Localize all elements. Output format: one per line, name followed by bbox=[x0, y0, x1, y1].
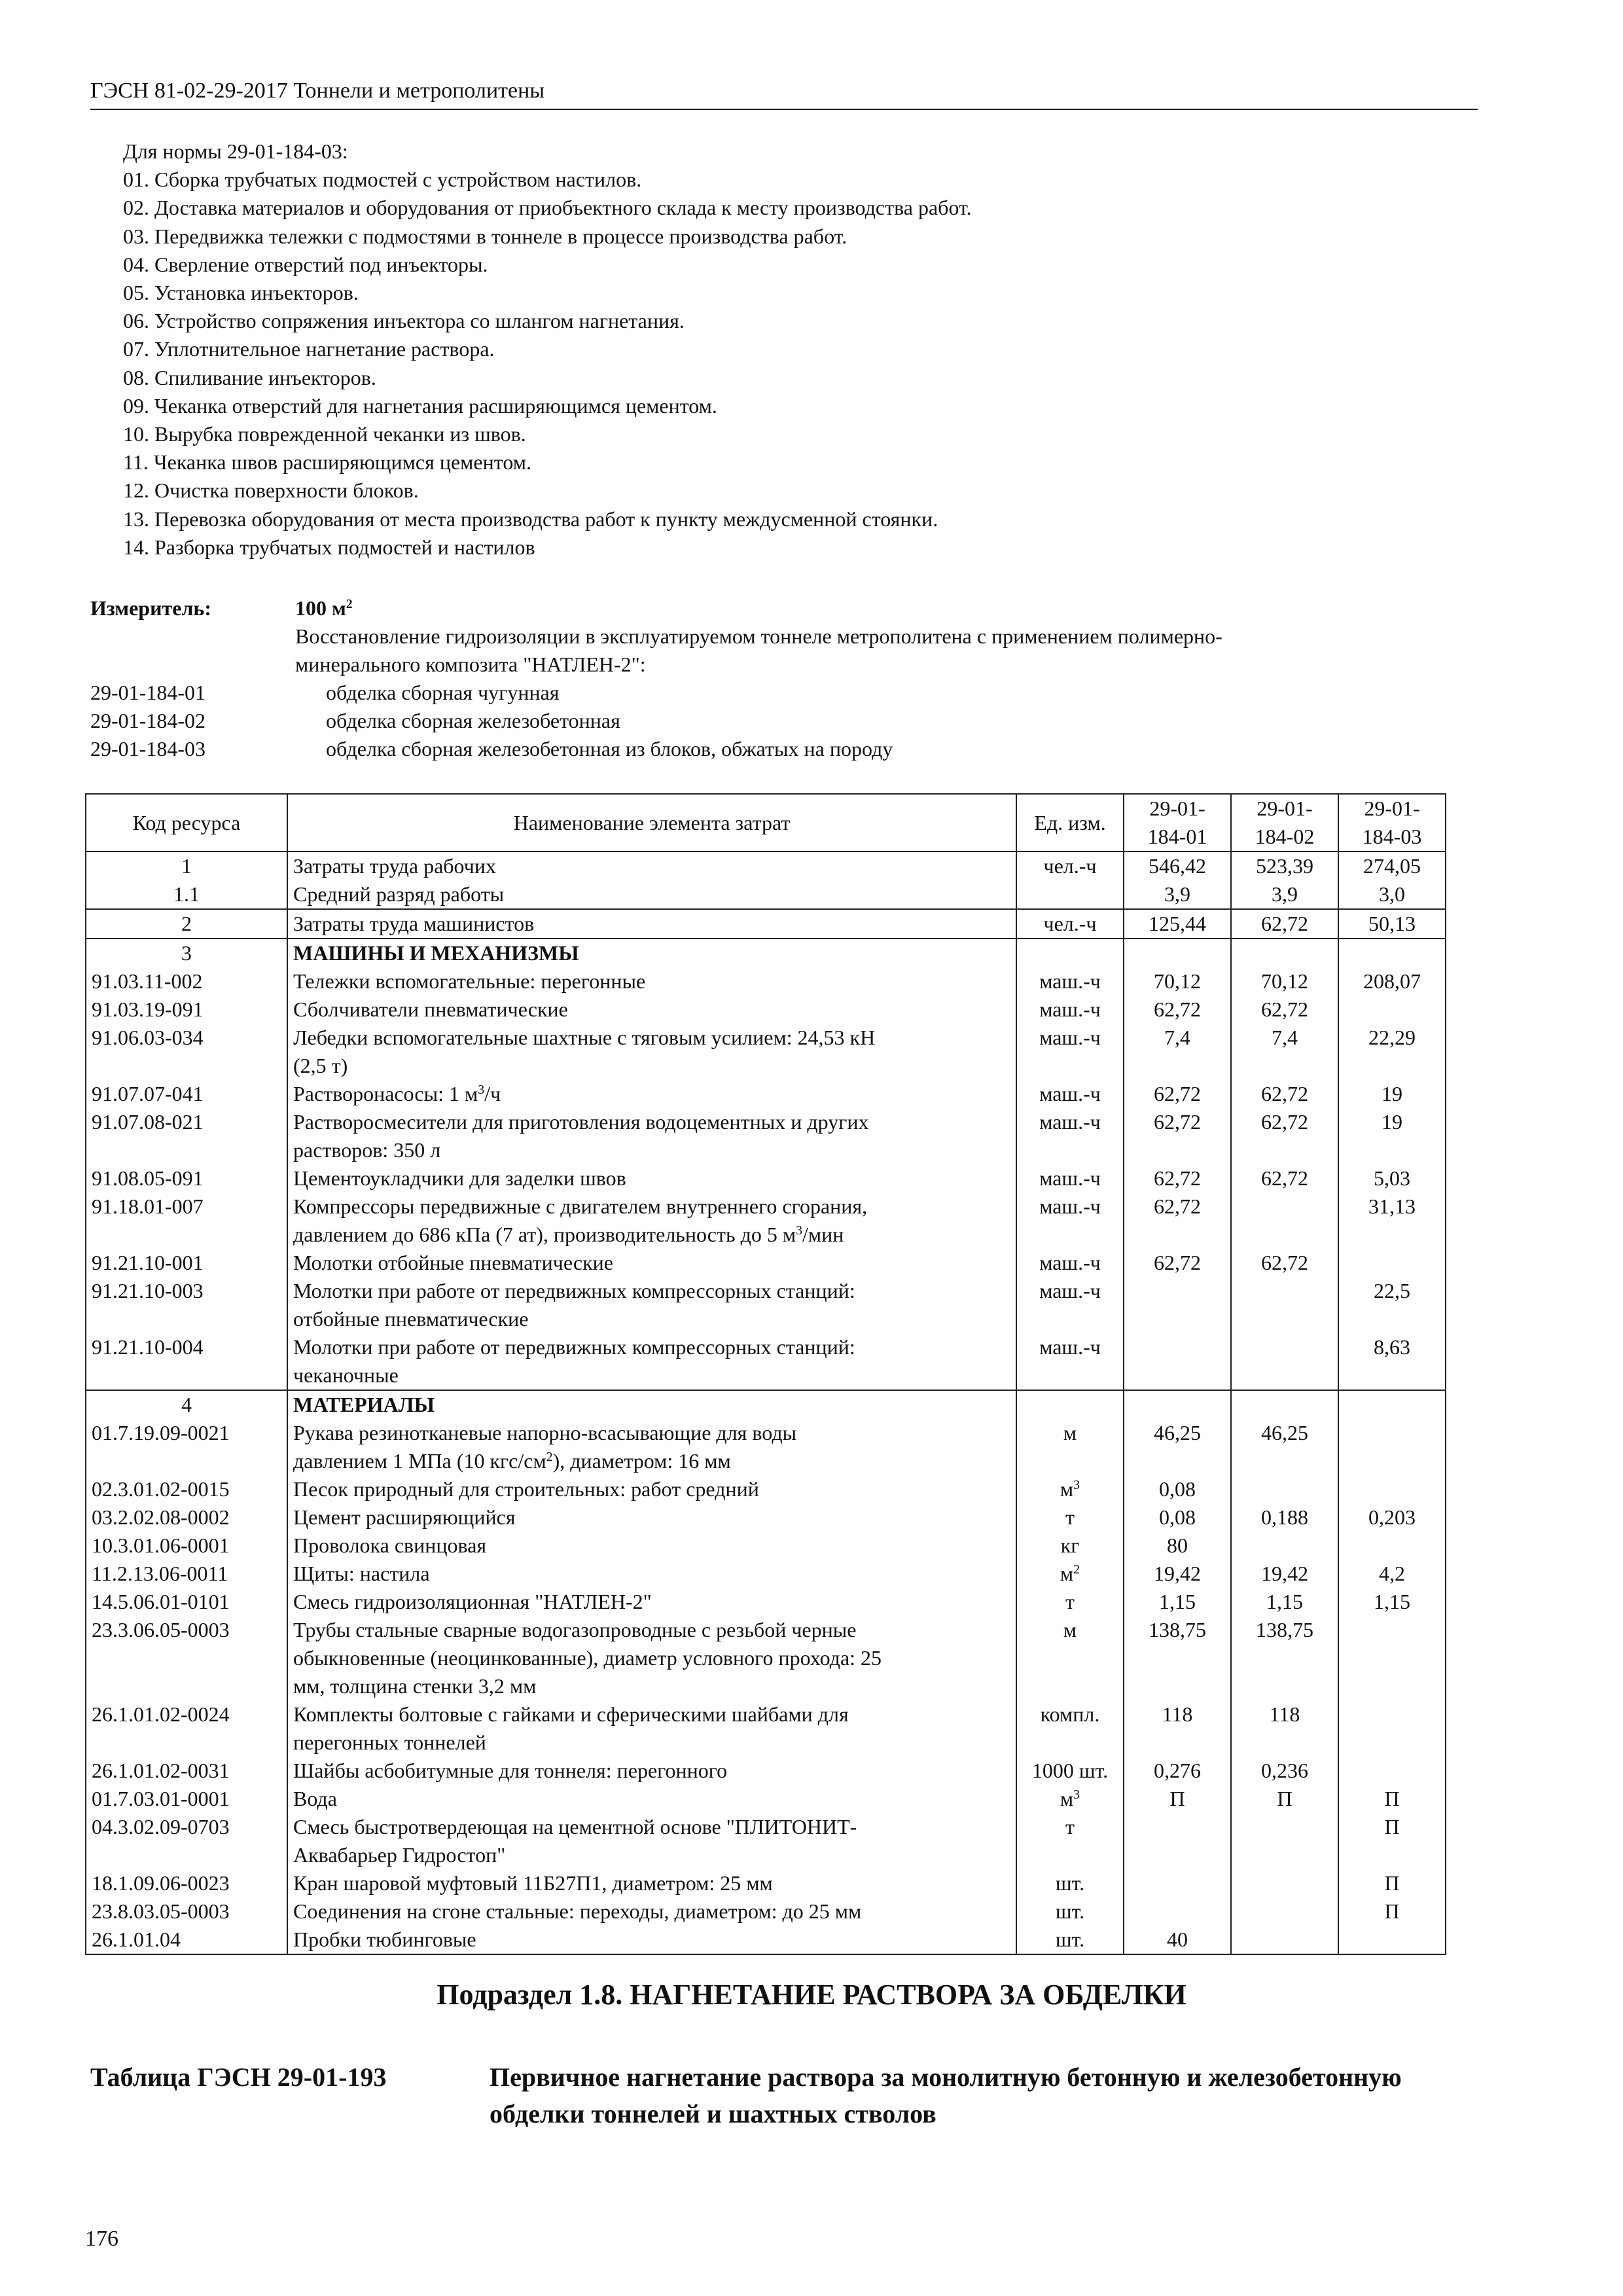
norm-value-2 bbox=[1231, 939, 1338, 967]
norm-value-1: 0,276 bbox=[1124, 1757, 1231, 1785]
resource-name: Комплекты болтовые с гайками и сферическими шайбами для перегонных тоннелей bbox=[287, 1700, 1016, 1757]
table-row bbox=[86, 967, 1446, 996]
norm-value-3 bbox=[1338, 1390, 1446, 1419]
unit-of-measure bbox=[1016, 939, 1124, 967]
norm-value-3: 50,13 bbox=[1338, 909, 1446, 939]
unit-of-measure: шт. bbox=[1016, 1869, 1124, 1897]
unit-of-measure: м bbox=[1016, 1616, 1124, 1700]
steps-intro: Для нормы 29-01-184-03: bbox=[123, 139, 348, 163]
norm-value-3: 19 bbox=[1338, 1080, 1446, 1108]
resource-code: 91.18.01-007 bbox=[86, 1193, 287, 1249]
norm-value-1 bbox=[1124, 1333, 1231, 1390]
norm-value-3: 19 bbox=[1338, 1108, 1446, 1164]
unit-of-measure: маш.-ч bbox=[1016, 1164, 1124, 1193]
norm-value-3: 0,203 bbox=[1338, 1503, 1446, 1532]
resource-code: 26.1.01.02-0024 bbox=[86, 1700, 287, 1757]
norm-value-1 bbox=[1124, 1897, 1231, 1926]
unit-of-measure: шт. bbox=[1016, 1897, 1124, 1926]
unit-of-measure: м bbox=[1016, 1419, 1124, 1475]
norm-value-3 bbox=[1338, 1475, 1446, 1503]
norm-value-3 bbox=[1338, 1926, 1446, 1954]
norm-value-3: 31,13 bbox=[1338, 1193, 1446, 1249]
meter-label: Измеритель: bbox=[90, 596, 211, 620]
unit-of-measure bbox=[1016, 880, 1124, 909]
norm-value-1: 40 bbox=[1124, 1926, 1231, 1954]
meter-description-cont: минерального композита "НАТЛЕН-2": bbox=[295, 653, 646, 676]
norm-name: обделка сборная чугунная bbox=[326, 681, 560, 704]
norm-value-1: 46,25 bbox=[1124, 1419, 1231, 1475]
step-item: 11. Чеканка швов расширяющимся цементом. bbox=[123, 450, 531, 475]
step-item: 02. Доставка материалов и оборудования от приобъектного склада к месту производства работ. bbox=[123, 196, 972, 220]
norm-value-2 bbox=[1231, 1390, 1338, 1419]
norm-value-3 bbox=[1338, 1616, 1446, 1700]
header-rule bbox=[90, 109, 1478, 110]
table-row bbox=[86, 1333, 1446, 1390]
resource-name: Растворонасосы: 1 $м^3/ч$ bbox=[287, 1080, 1016, 1108]
unit-of-measure: т bbox=[1016, 1813, 1124, 1869]
norm-value-1 bbox=[1124, 1813, 1231, 1869]
header-norm-3: 29-01- 184-03 bbox=[1338, 794, 1446, 852]
unit-of-measure: маш.-ч bbox=[1016, 996, 1124, 1024]
unit-of-measure: маш.-ч bbox=[1016, 1193, 1124, 1249]
resource-name: Цемент расширяющийся bbox=[287, 1503, 1016, 1532]
table-row bbox=[86, 1532, 1446, 1560]
unit-of-measure: маш.-ч bbox=[1016, 1024, 1124, 1080]
unit-of-measure: маш.-ч bbox=[1016, 1277, 1124, 1333]
resource-name: Цементоукладчики для заделки швов bbox=[287, 1164, 1016, 1193]
norm-value-1: 118 bbox=[1124, 1700, 1231, 1757]
norm-value-1: 62,72 bbox=[1124, 1164, 1231, 1193]
norm-value-1: 1,15 bbox=[1124, 1588, 1231, 1616]
resource-code: 91.21.10-003 bbox=[86, 1277, 287, 1333]
norm-name: обделка сборная железобетонная из блоков, обжатых на породу bbox=[326, 737, 893, 761]
step-item: 06. Устройство сопряжения инъектора со шлангом нагнетания. bbox=[123, 309, 685, 333]
norm-value-1: 0,08 bbox=[1124, 1503, 1231, 1532]
norm-value-2: 62,72 bbox=[1231, 1108, 1338, 1164]
norm-value-1: 62,72 bbox=[1124, 996, 1231, 1024]
resource-code: 91.21.10-004 bbox=[86, 1333, 287, 1390]
resource-name: Проволока свинцовая bbox=[287, 1532, 1016, 1560]
norm-value-1: 62,72 bbox=[1124, 1080, 1231, 1108]
resource-name: Смесь гидроизоляционная "НАТЛЕН-2" bbox=[287, 1588, 1016, 1616]
unit-of-measure: чел.-ч bbox=[1016, 909, 1124, 939]
table-body bbox=[86, 852, 1446, 1954]
table-row bbox=[86, 909, 1446, 939]
header-name: Наименование элемента затрат bbox=[287, 794, 1016, 852]
norm-value-2: 19,42 bbox=[1231, 1560, 1338, 1588]
norm-value-1 bbox=[1124, 939, 1231, 967]
resource-name: Молотки при работе от передвижных компрессорных станций: чеканочные bbox=[287, 1333, 1016, 1390]
unit-of-measure: маш.-ч bbox=[1016, 1080, 1124, 1108]
resource-name: Тележки вспомогательные: перегонные bbox=[287, 967, 1016, 996]
norm-value-1: 7,4 bbox=[1124, 1024, 1231, 1080]
resource-code: 14.5.06.01-0101 bbox=[86, 1588, 287, 1616]
norm-value-2: 138,75 bbox=[1231, 1616, 1338, 1700]
table-row bbox=[86, 1813, 1446, 1869]
table-header-row bbox=[86, 794, 1446, 852]
norm-value-2 bbox=[1231, 1277, 1338, 1333]
unit-of-measure: маш.-ч bbox=[1016, 1108, 1124, 1164]
norm-value-1: П bbox=[1124, 1785, 1231, 1813]
norm-value-2: 118 bbox=[1231, 1700, 1338, 1757]
step-item: 13. Перевозка оборудования от места производства работ к пункту междусменной стоянки. bbox=[123, 507, 938, 531]
norm-value-3: П bbox=[1338, 1813, 1446, 1869]
resource-name: Компрессоры передвижные с двигателем внутреннего сгорания, давлением до 686 кПа (7 ат), производительность до 5 $м^3$/мин bbox=[287, 1193, 1016, 1249]
norm-value-2: 62,72 bbox=[1231, 1164, 1338, 1193]
table-caption-text: Первичное нагнетание раствора за монолитную бетонную и железобетонную обделки тоннелей и шахтных стволов bbox=[490, 2062, 1402, 2128]
norm-value-3: 5,03 bbox=[1338, 1164, 1446, 1193]
header-norm-1: 29-01- 184-01 bbox=[1124, 794, 1231, 852]
resource-name: Соединения на сгоне стальные: переходы, диаметром: до 25 мм bbox=[287, 1897, 1016, 1926]
resource-table bbox=[85, 793, 1446, 1955]
unit-of-measure: маш.-ч bbox=[1016, 967, 1124, 996]
resource-name: МАТЕРИАЛЫ bbox=[287, 1390, 1016, 1419]
resource-name: Затраты труда машинистов bbox=[287, 909, 1016, 939]
norm-value-3: 1,15 bbox=[1338, 1588, 1446, 1616]
norm-value-2 bbox=[1231, 1475, 1338, 1503]
table-row bbox=[86, 1475, 1446, 1503]
resource-code: 1.1 bbox=[86, 880, 287, 909]
resource-name: Растворосмесители для приготовления водоцементных и других растворов: 350 л bbox=[287, 1108, 1016, 1164]
norm-value-3 bbox=[1338, 939, 1446, 967]
running-header: ГЭСН 81-02-29-2017 Тоннели и метрополитены bbox=[90, 79, 545, 103]
norm-value-2 bbox=[1231, 1333, 1338, 1390]
resource-name: Щиты: настила bbox=[287, 1560, 1016, 1588]
table-row bbox=[86, 880, 1446, 909]
resource-code: 1 bbox=[86, 852, 287, 880]
resource-name: Песок природный для строительных: работ средний bbox=[287, 1475, 1016, 1503]
norm-value-1: 62,72 bbox=[1124, 1249, 1231, 1277]
norm-value-2: 0,236 bbox=[1231, 1757, 1338, 1785]
resource-code: 91.21.10-001 bbox=[86, 1249, 287, 1277]
table-row bbox=[86, 1897, 1446, 1926]
resource-code: 91.06.03-034 bbox=[86, 1024, 287, 1080]
step-item: 09. Чеканка отверстий для нагнетания расширяющимся цементом. bbox=[123, 393, 717, 418]
resource-code: 23.8.03.05-0003 bbox=[86, 1897, 287, 1926]
meter-description: Восстановление гидроизоляции в эксплуатируемом тоннеле метрополитена с применением полимерно- bbox=[295, 624, 1222, 648]
norm-value-2: 3,9 bbox=[1231, 880, 1338, 909]
resource-name: Шайбы асбобитумные для тоннеля: перегонного bbox=[287, 1757, 1016, 1785]
table-row bbox=[86, 1588, 1446, 1616]
norm-code: 29-01-184-02 bbox=[90, 709, 205, 732]
norm-value-2: 62,72 bbox=[1231, 909, 1338, 939]
table-row bbox=[86, 996, 1446, 1024]
norm-value-2 bbox=[1231, 1193, 1338, 1249]
norm-value-3 bbox=[1338, 1700, 1446, 1757]
norm-value-2: 62,72 bbox=[1231, 1249, 1338, 1277]
norm-value-1: 70,12 bbox=[1124, 967, 1231, 996]
norm-code: 29-01-184-03 bbox=[90, 737, 205, 761]
unit-of-measure: $м^3$ bbox=[1016, 1475, 1124, 1503]
norm-value-2: 62,72 bbox=[1231, 1080, 1338, 1108]
resource-code: 23.3.06.05-0003 bbox=[86, 1616, 287, 1700]
table-row bbox=[86, 1249, 1446, 1277]
table-row bbox=[86, 1785, 1446, 1813]
norm-value-1: 3,9 bbox=[1124, 880, 1231, 909]
resource-name: Затраты труда рабочих bbox=[287, 852, 1016, 880]
resource-code: 91.03.11-002 bbox=[86, 967, 287, 996]
resource-name: Трубы стальные сварные водогазопроводные с резьбой черные обыкновенные (неоцинкованные), диаметр условного прохода: 25 мм, толщина стенки 3,2 мм bbox=[287, 1616, 1016, 1700]
page-number: 176 bbox=[85, 2227, 118, 2251]
resource-code: 2 bbox=[86, 909, 287, 939]
resource-name: Пробки тюбинговые bbox=[287, 1926, 1016, 1954]
step-item: 08. Спиливание инъекторов. bbox=[123, 365, 376, 389]
norm-value-1: 62,72 bbox=[1124, 1193, 1231, 1249]
resource-name: Лебедки вспомогательные шахтные с тяговым усилием: 24,53 кН (2,5 т) bbox=[287, 1024, 1016, 1080]
header-norm-2: 29-01- 184-02 bbox=[1231, 794, 1338, 852]
table-row bbox=[86, 1080, 1446, 1108]
norm-value-2 bbox=[1231, 1926, 1338, 1954]
norm-value-2: 523,39 bbox=[1231, 852, 1338, 880]
norm-name: обделка сборная железобетонная bbox=[326, 709, 620, 732]
resource-name: Молотки при работе от передвижных компрессорных станций: отбойные пневматические bbox=[287, 1277, 1016, 1333]
unit-of-measure: т bbox=[1016, 1503, 1124, 1532]
step-item: 03. Передвижка тележки с подмостями в тоннеле в процессе производства работ. bbox=[123, 224, 847, 248]
norm-value-3: 22,5 bbox=[1338, 1277, 1446, 1333]
resource-name: Вода bbox=[287, 1785, 1016, 1813]
unit-of-measure: $м^3$ bbox=[1016, 1785, 1124, 1813]
table-row bbox=[86, 1926, 1446, 1954]
norm-value-3: 8,63 bbox=[1338, 1333, 1446, 1390]
table-row bbox=[86, 1390, 1446, 1419]
resource-code: 4 bbox=[86, 1390, 287, 1419]
norm-value-3: П bbox=[1338, 1785, 1446, 1813]
header-unit: Ед. изм. bbox=[1016, 794, 1124, 852]
step-item: 05. Установка инъекторов. bbox=[123, 281, 359, 305]
unit-of-measure: $м^2$ bbox=[1016, 1560, 1124, 1588]
step-item: 07. Уплотнительное нагнетание раствора. bbox=[123, 337, 495, 361]
resource-name: МАШИНЫ И МЕХАНИЗМЫ bbox=[287, 939, 1016, 967]
unit-of-measure: т bbox=[1016, 1588, 1124, 1616]
unit-of-measure: компл. bbox=[1016, 1700, 1124, 1757]
norm-value-2: 1,15 bbox=[1231, 1588, 1338, 1616]
resource-code: 91.08.05-091 bbox=[86, 1164, 287, 1193]
unit-of-measure: маш.-ч bbox=[1016, 1249, 1124, 1277]
resource-code: 91.07.08-021 bbox=[86, 1108, 287, 1164]
resource-code: 26.1.01.02-0031 bbox=[86, 1757, 287, 1785]
resource-name: Кран шаровой муфтовый 11Б27П1, диаметром: 25 мм bbox=[287, 1869, 1016, 1897]
resource-code: 11.2.13.06-0011 bbox=[86, 1560, 287, 1588]
resource-code: 18.1.09.06-0023 bbox=[86, 1869, 287, 1897]
table-row bbox=[86, 1616, 1446, 1700]
norm-value-2 bbox=[1231, 1532, 1338, 1560]
norm-value-1 bbox=[1124, 1390, 1231, 1419]
norm-value-3: 3,0 bbox=[1338, 880, 1446, 909]
norm-value-2: 62,72 bbox=[1231, 996, 1338, 1024]
norm-value-3: 4,2 bbox=[1338, 1560, 1446, 1588]
resource-code: 02.3.01.02-0015 bbox=[86, 1475, 287, 1503]
resource-code: 91.07.07-041 bbox=[86, 1080, 287, 1108]
norm-value-3 bbox=[1338, 1532, 1446, 1560]
norm-value-2: П bbox=[1231, 1785, 1338, 1813]
table-row bbox=[86, 939, 1446, 967]
norm-value-3 bbox=[1338, 1757, 1446, 1785]
table-row bbox=[86, 1024, 1446, 1080]
norm-value-3 bbox=[1338, 996, 1446, 1024]
norm-value-2: 70,12 bbox=[1231, 967, 1338, 996]
step-item: 12. Очистка поверхности блоков. bbox=[123, 478, 419, 503]
table-row bbox=[86, 1164, 1446, 1193]
resource-code: 01.7.19.09-0021 bbox=[86, 1419, 287, 1475]
norm-value-2 bbox=[1231, 1897, 1338, 1926]
resource-code: 91.03.19-091 bbox=[86, 996, 287, 1024]
norm-value-2 bbox=[1231, 1813, 1338, 1869]
resource-name: Смесь быстротвердеющая на цементной основе "ПЛИТОНИТ- Аквабарьер Гидростоп" bbox=[287, 1813, 1016, 1869]
work-steps bbox=[123, 137, 972, 562]
resource-name: Рукава резинотканевые напорно-всасывающие для воды давлением 1 МПа (10 кгс/$см^2$), диаметром: 16 мм bbox=[287, 1419, 1016, 1475]
norm-value-2: 46,25 bbox=[1231, 1419, 1338, 1475]
norm-value-1: 19,42 bbox=[1124, 1560, 1231, 1588]
norm-value-1: 138,75 bbox=[1124, 1616, 1231, 1700]
unit-of-measure: шт. bbox=[1016, 1926, 1124, 1954]
unit-of-measure bbox=[1016, 1390, 1124, 1419]
table-row bbox=[86, 1700, 1446, 1757]
norm-value-1: 62,72 bbox=[1124, 1108, 1231, 1164]
norm-value-3 bbox=[1338, 1419, 1446, 1475]
table-row bbox=[86, 1560, 1446, 1588]
resource-name: Молотки отбойные пневматические bbox=[287, 1249, 1016, 1277]
resource-code: 26.1.01.04 bbox=[86, 1926, 287, 1954]
norm-value-3: 274,05 bbox=[1338, 852, 1446, 880]
norm-value-1 bbox=[1124, 1277, 1231, 1333]
resource-name: Сболчиватели пневматические bbox=[287, 996, 1016, 1024]
norm-value-3: П bbox=[1338, 1897, 1446, 1926]
norm-value-3: 22,29 bbox=[1338, 1024, 1446, 1080]
step-item: 14. Разборка трубчатых подмостей и настилов bbox=[123, 535, 535, 559]
step-item: 10. Вырубка поврежденной чеканки из швов. bbox=[123, 422, 526, 446]
norm-value-1: 546,42 bbox=[1124, 852, 1231, 880]
table-row bbox=[86, 1193, 1446, 1249]
table-caption-label: Таблица ГЭСН 29-01-193 bbox=[90, 2062, 387, 2092]
unit-of-measure: 1000 шт. bbox=[1016, 1757, 1124, 1785]
norm-value-1: 125,44 bbox=[1124, 909, 1231, 939]
resource-code: 03.2.02.08-0002 bbox=[86, 1503, 287, 1532]
step-item: 04. Сверление отверстий под инъекторы. bbox=[123, 252, 488, 276]
meter-value: 100 $м^2$ bbox=[295, 596, 353, 620]
table-row bbox=[86, 852, 1446, 880]
norm-value-1 bbox=[1124, 1869, 1231, 1897]
norm-value-1: 80 bbox=[1124, 1532, 1231, 1560]
table-row bbox=[86, 1503, 1446, 1532]
unit-of-measure: чел.-ч bbox=[1016, 852, 1124, 880]
resource-code: 04.3.02.09-0703 bbox=[86, 1813, 287, 1869]
table-row bbox=[86, 1757, 1446, 1785]
step-item: 01. Сборка трубчатых подмостей с устройством настилов. bbox=[123, 168, 642, 192]
norm-value-1: 0,08 bbox=[1124, 1475, 1231, 1503]
resource-name: Средний разряд работы bbox=[287, 880, 1016, 909]
subsection-title: Подраздел 1.8. НАГНЕТАНИЕ РАСТВОРА ЗА ОБДЕЛКИ bbox=[437, 1979, 1186, 2011]
header-code: Код ресурса bbox=[86, 794, 287, 852]
norm-value-3: 208,07 bbox=[1338, 967, 1446, 996]
table-row bbox=[86, 1108, 1446, 1164]
unit-of-measure: кг bbox=[1016, 1532, 1124, 1560]
table-row bbox=[86, 1419, 1446, 1475]
norm-code: 29-01-184-01 bbox=[90, 681, 205, 704]
resource-code: 10.3.01.06-0001 bbox=[86, 1532, 287, 1560]
table-row bbox=[86, 1277, 1446, 1333]
norm-value-2: 0,188 bbox=[1231, 1503, 1338, 1532]
norm-value-3: П bbox=[1338, 1869, 1446, 1897]
table-row bbox=[86, 1869, 1446, 1897]
resource-code: 01.7.03.01-0001 bbox=[86, 1785, 287, 1813]
resource-code: 3 bbox=[86, 939, 287, 967]
norm-value-2: 7,4 bbox=[1231, 1024, 1338, 1080]
norm-value-3 bbox=[1338, 1249, 1446, 1277]
norm-value-2 bbox=[1231, 1869, 1338, 1897]
unit-of-measure: маш.-ч bbox=[1016, 1333, 1124, 1390]
